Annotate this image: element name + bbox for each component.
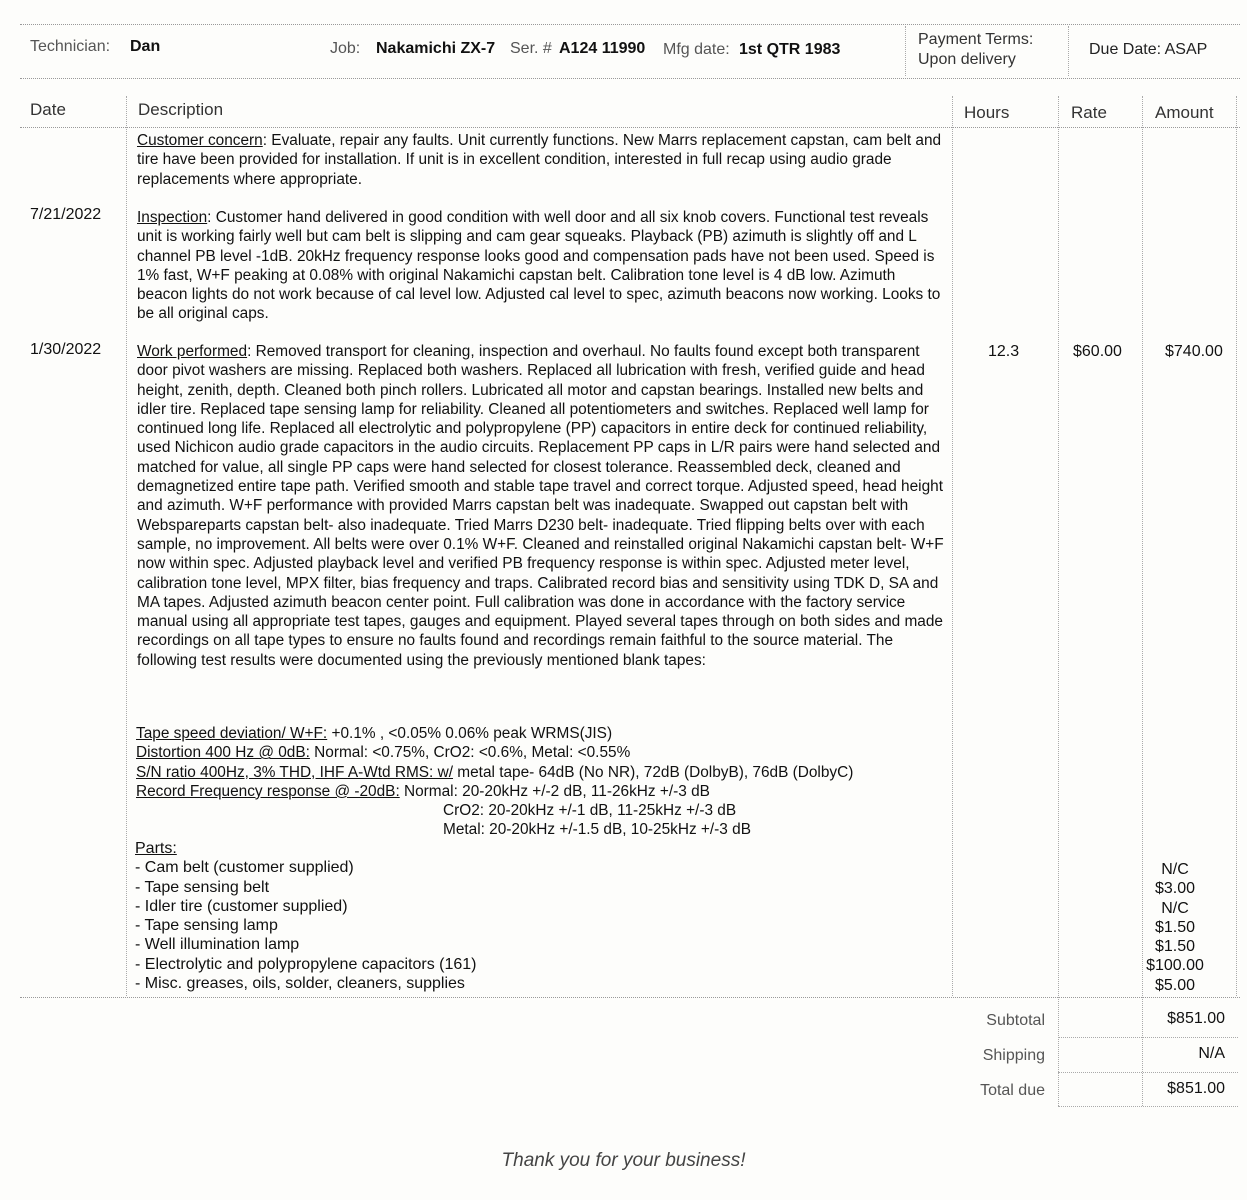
work-date: 1/30/2022: [30, 341, 102, 358]
part-item: - Tape sensing lamp: [135, 917, 278, 935]
test-value: +0.1% , <0.05% 0.06% peak WRMS(JIS): [327, 725, 613, 742]
test-row: [136, 724, 853, 743]
shipping-rule: [1058, 1072, 1238, 1073]
column-rule-hours: [952, 96, 953, 996]
header-divider-2: [1068, 26, 1069, 76]
part-amount: $5.00: [1154, 976, 1196, 994]
serial-number: A124 11990: [559, 40, 646, 57]
column-amount: Amount: [1155, 103, 1214, 122]
payment-terms-label: Payment Terms:: [918, 31, 1034, 48]
parts-title: Parts:: [135, 840, 177, 857]
job-label: Job:: [330, 40, 361, 57]
work-hours: 12.3: [988, 343, 1020, 360]
test-label: Tape speed deviation/ W+F:: [136, 725, 328, 742]
column-rule-right: [1236, 96, 1237, 996]
header-divider-1: [905, 26, 906, 76]
work-performed-text: : Removed transport for cleaning, inspection and overhaul. No faults found except both transparent door pivot washers are missing. Replaced both washers. Replaced all lubrication with fresh, verified guide and head height, zenith, depth. Cleaned both pinch rollers. Lubricated all motor and capstan bearings. Installed new belts and idler tire. Replaced tape sensing lamp for reliability. Cleaned all potentiometers and switches. Replaced well lamp for continued long life. Replaced all electrolytic and polypropylene (PP) capacitors in entire deck for continued reliability, used Nichicon audio grade capacitors in the audio circuits. Replacement PP caps in L/R pairs were hand selected and matched for value, all single PP caps were hand selected for closest tolerance. Reassembled deck, cleaned and demagnetized entire tape path. Verified smooth and stable tape travel and correct torque. Adjusted speed, head height and azimuth. W+F performance with provided Marrs capstan belt was inadequate. Swapped out capstan belt with Webspareparts capstan belt- also inadequate. Tried Marrs D230 belt- inadequate. Tried flipping belts over with each sample, no improvement. All belts were over 0.1% W+F. Cleaned and reinstalled original Nakamichi capstan belt- W+F now within spec. Adjusted playback level and verified PB frequency response is within spec. Adjusted meter level, calibration tone level, MPX filter, bias frequency and traps. Calibrated record bias and sensitivity using TDK D, SA and MA tapes. Adjusted azimuth beacon center point. Full calibration was done in accordance with the factory service manual using all appropriate test tapes, gauges and equipment. Played several tapes through on both sides and made recordings on all tape types to ensure no faults found and recordings remain faithful to the source material. The following test results were documented using the previously mentioned blank tapes:: [137, 343, 944, 669]
mfg-date: 1st QTR 1983: [739, 41, 841, 58]
inspection: [137, 208, 947, 324]
part-item: - Electrolytic and polypropylene capacitors (161): [135, 955, 477, 973]
test-label: S/N ratio 400Hz, 3% THD, IHF A-Wtd RMS: w/: [136, 763, 454, 781]
work-performed-title: Work performed: [137, 343, 248, 360]
parts-list: [135, 839, 477, 993]
test-value: Normal: <0.75%, CrO2: <0.6%, Metal: <0.55%: [309, 744, 631, 762]
due-date: Due Date: ASAP: [1089, 41, 1208, 58]
header-top-rule: [20, 24, 1240, 25]
test-row-extra: CrO2: 20-20kHz +/-1 dB, 11-25kHz +/-3 dB: [443, 802, 737, 820]
column-rate: Rate: [1071, 103, 1107, 122]
test-label: Record Frequency response @ -20dB:: [136, 782, 400, 800]
subtotal-value: $851.00: [1167, 1010, 1225, 1027]
part-amount: N/C: [1161, 861, 1189, 878]
column-description: Description: [138, 100, 224, 119]
job-name: Nakamichi ZX-7: [376, 40, 496, 57]
test-value: metal tape- 64dB (No NR), 72dB (DolbyB), 76dB (DolbyC): [453, 763, 854, 781]
test-row: [136, 782, 853, 801]
customer-concern-title: Customer concern: [137, 132, 263, 149]
part-item: - Cam belt (customer supplied): [135, 859, 354, 877]
part-item: - Well illumination lamp: [135, 936, 300, 954]
total-due-label: Total due: [980, 1082, 1045, 1099]
inspection-date: 7/21/2022: [30, 206, 102, 223]
shipping-value: N/A: [1198, 1045, 1225, 1062]
inspection-text: : Customer hand delivered in good condition with well door and all six knob covers. Functional test reveals unit is working fairly well but cam belt is slipping and cam gear squeaks. Playback (PB) azimuth is slightly off and L channel PB level -1dB. 20kHz frequency response looks good and compensation pads have not been used. Speed is 1% fast, W+F peaking at 0.08% with original Nakamichi capstan belt. Calibration tone level is 4 dB low. Azimuth beacon lights do not work because of cal level low. Adjusted cal level to spec, azimuth beacons now working. Looks to be all original caps.: [137, 209, 941, 323]
mfg-date-label: Mfg date:: [663, 41, 730, 58]
test-row: [136, 763, 853, 782]
work-amount: $740.00: [1165, 343, 1223, 360]
part-amount: $100.00: [1146, 957, 1204, 975]
column-rule-desc: [126, 96, 127, 996]
column-date: Date: [30, 100, 66, 119]
part-item: - Idler tire (customer supplied): [135, 897, 348, 915]
part-amount: $3.00: [1154, 880, 1196, 898]
technician-label: Technician:: [30, 38, 111, 55]
test-row-extra: Metal: 20-20kHz +/-1.5 dB, 10-25kHz +/-3 dB: [443, 821, 751, 839]
part-item: - Misc. greases, oils, solder, cleaners, supplies: [135, 975, 465, 993]
subtotal-label: Subtotal: [986, 1012, 1045, 1029]
test-row: [136, 743, 853, 762]
total-due-value: $851.00: [1167, 1080, 1225, 1097]
work-rate: $60.00: [1073, 343, 1122, 360]
customer-concern-text: : Evaluate, repair any faults. Unit currently functions. New Marrs replacement capstan, cam belt and tire have been provided for installation. If unit is in excellent condition, interested in full recap using audio grade replacements where appropriate.: [137, 132, 942, 188]
header-bottom-rule: [20, 78, 1240, 79]
thank-you-note: Thank you for your business!: [501, 1150, 746, 1171]
part-item: - Tape sensing belt: [135, 878, 270, 896]
test-results: [136, 724, 853, 840]
column-rule-rate: [1058, 96, 1059, 1106]
customer-concern: [137, 131, 947, 189]
body-bottom-rule: [20, 997, 1240, 998]
technician-name: Dan: [130, 38, 161, 55]
parts-amounts: [1125, 860, 1225, 995]
inspection-title: Inspection: [137, 209, 208, 226]
subtotal-rule: [1058, 1037, 1238, 1038]
part-amount: N/C: [1161, 899, 1189, 917]
work-performed: [137, 342, 947, 670]
serial-label: Ser. #: [510, 40, 552, 57]
column-hours: Hours: [964, 103, 1010, 122]
part-amount: $1.50: [1154, 918, 1196, 936]
column-header-rule: [20, 127, 1240, 128]
total-rule: [1058, 1106, 1238, 1107]
shipping-label: Shipping: [982, 1047, 1045, 1064]
part-amount: $1.50: [1154, 938, 1196, 956]
payment-terms: Upon delivery: [918, 51, 1016, 68]
test-label: Distortion 400 Hz @ 0dB:: [136, 744, 310, 762]
test-value: Normal: 20-20kHz +/-2 dB, 11-26kHz +/-3 dB: [399, 782, 710, 800]
